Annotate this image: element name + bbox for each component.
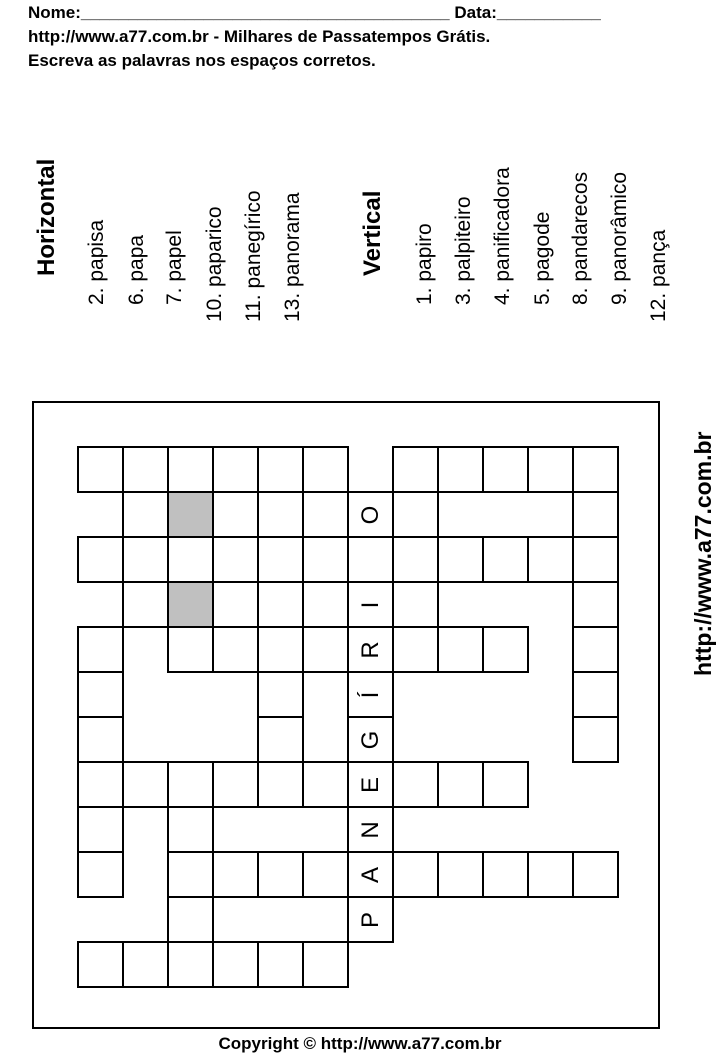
grid-cell[interactable]	[572, 626, 619, 673]
grid-cell[interactable]	[392, 446, 439, 493]
grid-letter: E	[356, 776, 384, 793]
grid-letter: Í	[356, 691, 384, 698]
grid-cell[interactable]	[392, 491, 439, 538]
clue-h-11: 11. panegírico	[242, 190, 265, 322]
grid-cell[interactable]	[77, 446, 124, 493]
grid-cell[interactable]	[257, 761, 304, 808]
grid-cell[interactable]	[302, 536, 349, 583]
grid-cell[interactable]	[122, 761, 169, 808]
grid-cell[interactable]	[527, 446, 574, 493]
grid-cell[interactable]	[77, 761, 124, 808]
side-url[interactable]: http://www.a77.com.br	[690, 431, 716, 676]
grid-cell[interactable]	[527, 851, 574, 898]
grid-cell[interactable]	[482, 851, 529, 898]
grid-letter: I	[356, 601, 384, 608]
clue-h-13: 13. panorama	[281, 192, 304, 322]
grid-cell[interactable]	[392, 626, 439, 673]
grid-cell[interactable]	[212, 941, 259, 988]
grid-cell[interactable]	[167, 536, 214, 583]
grid-cell[interactable]	[77, 536, 124, 583]
grid-cell[interactable]	[392, 851, 439, 898]
grid-cell[interactable]	[347, 491, 394, 538]
grid-cell[interactable]	[437, 626, 484, 673]
clue-h-6: 6. papa	[125, 234, 148, 305]
grid-cell[interactable]	[392, 581, 439, 628]
grid-cell[interactable]	[257, 626, 304, 673]
grid-cell[interactable]	[212, 761, 259, 808]
grid-cell[interactable]	[572, 716, 619, 763]
grid-cell[interactable]	[347, 671, 394, 718]
grid-cell[interactable]	[302, 941, 349, 988]
grid-cell[interactable]	[257, 671, 304, 718]
grid-cell[interactable]	[212, 536, 259, 583]
grid-cell[interactable]	[347, 896, 394, 943]
grid-cell[interactable]	[437, 851, 484, 898]
grid-cell[interactable]	[482, 761, 529, 808]
grid-cell[interactable]	[122, 446, 169, 493]
grid-cell[interactable]	[347, 581, 394, 628]
grid-cell[interactable]	[437, 761, 484, 808]
grid-cell[interactable]	[392, 536, 439, 583]
grid-cell[interactable]	[167, 806, 214, 853]
instruction-line: Escreva as palavras nos espaços corretos.	[28, 51, 376, 70]
grid-cell[interactable]	[167, 446, 214, 493]
grid-cell[interactable]	[347, 761, 394, 808]
grid-cell[interactable]	[347, 806, 394, 853]
clue-v-1: 1. papiro	[413, 223, 436, 305]
grid-letter: P	[356, 911, 384, 928]
grid-cell[interactable]	[257, 581, 304, 628]
grid-cell[interactable]	[392, 761, 439, 808]
grid-cell[interactable]	[257, 941, 304, 988]
grid-cell[interactable]	[122, 941, 169, 988]
grid-cell[interactable]	[167, 941, 214, 988]
grid-cell[interactable]	[572, 671, 619, 718]
grid-cell[interactable]	[167, 851, 214, 898]
site-line[interactable]: http://www.a77.com.br - Milhares de Passatempos Grátis.	[28, 27, 491, 46]
grid-cell[interactable]	[77, 806, 124, 853]
grid-cell[interactable]	[482, 536, 529, 583]
grid-cell[interactable]	[122, 581, 169, 628]
clue-h-10: 10. paparico	[203, 206, 226, 322]
grid-cell[interactable]	[167, 626, 214, 673]
vertical-title: Vertical	[359, 190, 386, 276]
grid-cell[interactable]	[437, 536, 484, 583]
grid-cell[interactable]	[77, 851, 124, 898]
grid-cell[interactable]	[122, 491, 169, 538]
grid-cell[interactable]	[257, 851, 304, 898]
copyright-footer: Copyright © http://www.a77.com.br	[218, 1034, 502, 1053]
grid-cell[interactable]	[347, 716, 394, 763]
clue-v-5: 5. pagode	[531, 211, 554, 305]
name-date-line: Nome:_______________________________________ Data:___________	[28, 3, 601, 22]
grid-cell[interactable]	[347, 626, 394, 673]
clue-v-12: 12. pança	[647, 229, 670, 322]
grid-cell[interactable]	[167, 491, 214, 538]
grid-cell[interactable]	[212, 446, 259, 493]
grid-cell[interactable]	[572, 446, 619, 493]
grid-letter: N	[356, 820, 384, 839]
grid-letter: G	[356, 730, 384, 749]
grid-cell[interactable]	[302, 626, 349, 673]
grid-cell[interactable]	[257, 446, 304, 493]
grid-cell[interactable]	[302, 851, 349, 898]
clue-h-7: 7. papel	[163, 230, 186, 305]
grid-cell[interactable]	[212, 851, 259, 898]
grid-cell[interactable]	[212, 626, 259, 673]
grid-cell[interactable]	[572, 491, 619, 538]
grid-cell[interactable]	[527, 536, 574, 583]
grid-cell[interactable]	[167, 896, 214, 943]
clue-v-3: 3. palpiteiro	[452, 196, 475, 305]
grid-cell[interactable]	[572, 581, 619, 628]
grid-cell[interactable]	[302, 761, 349, 808]
grid-cell[interactable]	[167, 581, 214, 628]
clue-v-9: 9. panorâmico	[608, 171, 631, 305]
grid-letter: R	[356, 640, 384, 659]
clue-h-2: 2. papisa	[85, 219, 108, 305]
grid-letter: O	[356, 505, 384, 524]
grid-cell[interactable]	[77, 941, 124, 988]
grid-cell[interactable]	[437, 446, 484, 493]
clue-v-4: 4. panificadora	[491, 167, 514, 305]
grid-cell[interactable]	[122, 536, 169, 583]
grid-cell[interactable]	[257, 716, 304, 763]
grid-cell[interactable]	[257, 536, 304, 583]
grid-letter: A	[356, 866, 384, 883]
grid-cell[interactable]	[77, 671, 124, 718]
grid-cell[interactable]	[257, 491, 304, 538]
grid-cell[interactable]	[572, 536, 619, 583]
clue-v-8: 8. pandarecos	[569, 171, 592, 305]
grid-cell[interactable]	[77, 716, 124, 763]
horizontal-title: Horizontal	[33, 158, 60, 276]
grid-cell[interactable]	[482, 626, 529, 673]
grid-cell[interactable]	[482, 446, 529, 493]
grid-cell[interactable]	[77, 626, 124, 673]
grid-cell[interactable]	[167, 761, 214, 808]
grid-cell[interactable]	[302, 446, 349, 493]
grid-cell[interactable]	[347, 851, 394, 898]
grid-cell[interactable]	[572, 851, 619, 898]
